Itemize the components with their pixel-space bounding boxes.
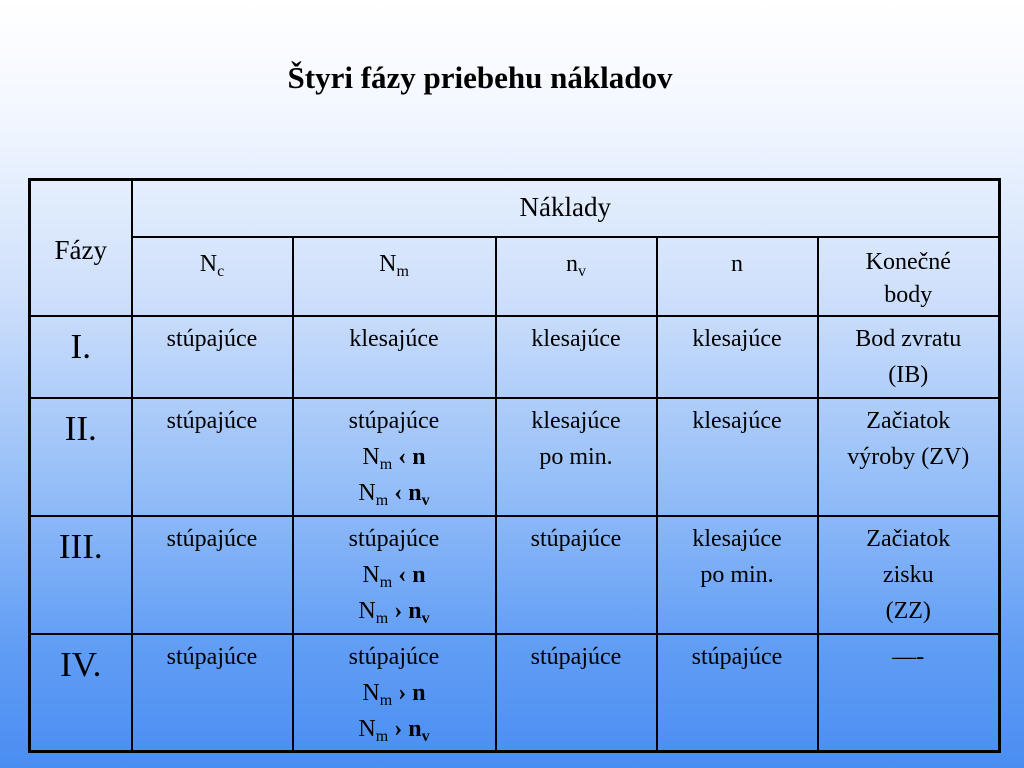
cell-n [657,398,818,516]
phases-header: Fázy [30,180,132,316]
cell-nm [293,516,496,634]
end-line1: Bod zvratu [855,325,962,352]
end-line3: (ZZ) [885,597,931,624]
cell-nv [496,398,657,516]
nm-text: stúpajúce [348,643,440,670]
cell-nm [293,398,496,516]
table-row [30,516,1000,634]
cell-nm [293,316,496,398]
nm-relation-1: $N_m$ ‹ n [362,443,426,473]
end-line2: výroby (ZV) [847,443,970,470]
col-header-end-points [818,237,1000,316]
col-header-n: n [657,237,818,316]
end-line1: Začiatok [866,525,951,552]
cell-n [657,316,818,398]
table-row [30,316,1000,398]
n-text: klesajúce [692,325,782,352]
nm-text: stúpajúce [348,525,440,552]
end-header-line1: Konečné [865,248,951,275]
cell-nm [293,634,496,752]
cell-end-point [818,398,1000,516]
nm-relation-2: $N_m$ ‹ $n_v$ [358,479,430,509]
nm-relation-1: $N_m$ › n [362,679,426,709]
table-row [30,398,1000,516]
cell-nc: stúpajúce [132,516,293,634]
cell-n [657,516,818,634]
header-row-columns [30,237,1000,316]
end-line2: zisku [882,561,934,588]
end-line1: Začiatok [866,407,951,434]
nv-text: stúpajúce [530,643,622,670]
nm-text: klesajúce [349,325,439,352]
cell-nc: stúpajúce [132,634,293,752]
nv-text-2: po min. [539,443,613,470]
col-nc-sub: c [217,262,225,280]
n-text: klesajúce [692,407,782,434]
cell-nv [496,634,657,752]
cell-end-point [818,316,1000,398]
phase-label: I. [30,316,132,398]
nm-relation-2: $N_m$ › $n_v$ [358,715,430,745]
col-nv-base: n [566,250,578,277]
nv-text: klesajúce [531,325,621,352]
n-text-2: po min. [700,561,774,588]
page-title: Štyri fázy priebehu nákladov [287,60,673,95]
cell-end-point [818,516,1000,634]
nm-text: stúpajúce [348,407,440,434]
nv-text: klesajúce [531,407,621,434]
col-header-nm [293,237,496,316]
cell-nc: stúpajúce [132,316,293,398]
n-text: klesajúce [692,525,782,552]
end-line1: —- [892,643,925,670]
end-header-line2: body [884,281,933,308]
cell-end-point [818,634,1000,752]
cell-nv [496,316,657,398]
costs-header: Náklady [132,180,1000,237]
phase-label: III. [30,516,132,634]
col-header-nv [496,237,657,316]
col-header-nc [132,237,293,316]
cell-nc: stúpajúce [132,398,293,516]
cell-nv [496,516,657,634]
phase-label: IV. [30,634,132,752]
table-row [30,634,1000,752]
col-nv-sub: v [578,262,586,280]
nv-text: stúpajúce [530,525,622,552]
header-row-top [30,180,1000,237]
nm-relation-2: $N_m$ › $n_v$ [358,597,430,627]
col-nm-base: N [379,250,397,277]
cell-n [657,634,818,752]
n-text: stúpajúce [691,643,783,670]
phase-label: II. [30,398,132,516]
nm-relation-1: $N_m$ ‹ n [362,561,426,591]
col-nm-sub: m [396,262,409,280]
end-line2: (IB) [888,361,929,388]
cost-phases-table [28,178,1001,753]
col-nc-base: N [199,250,218,277]
